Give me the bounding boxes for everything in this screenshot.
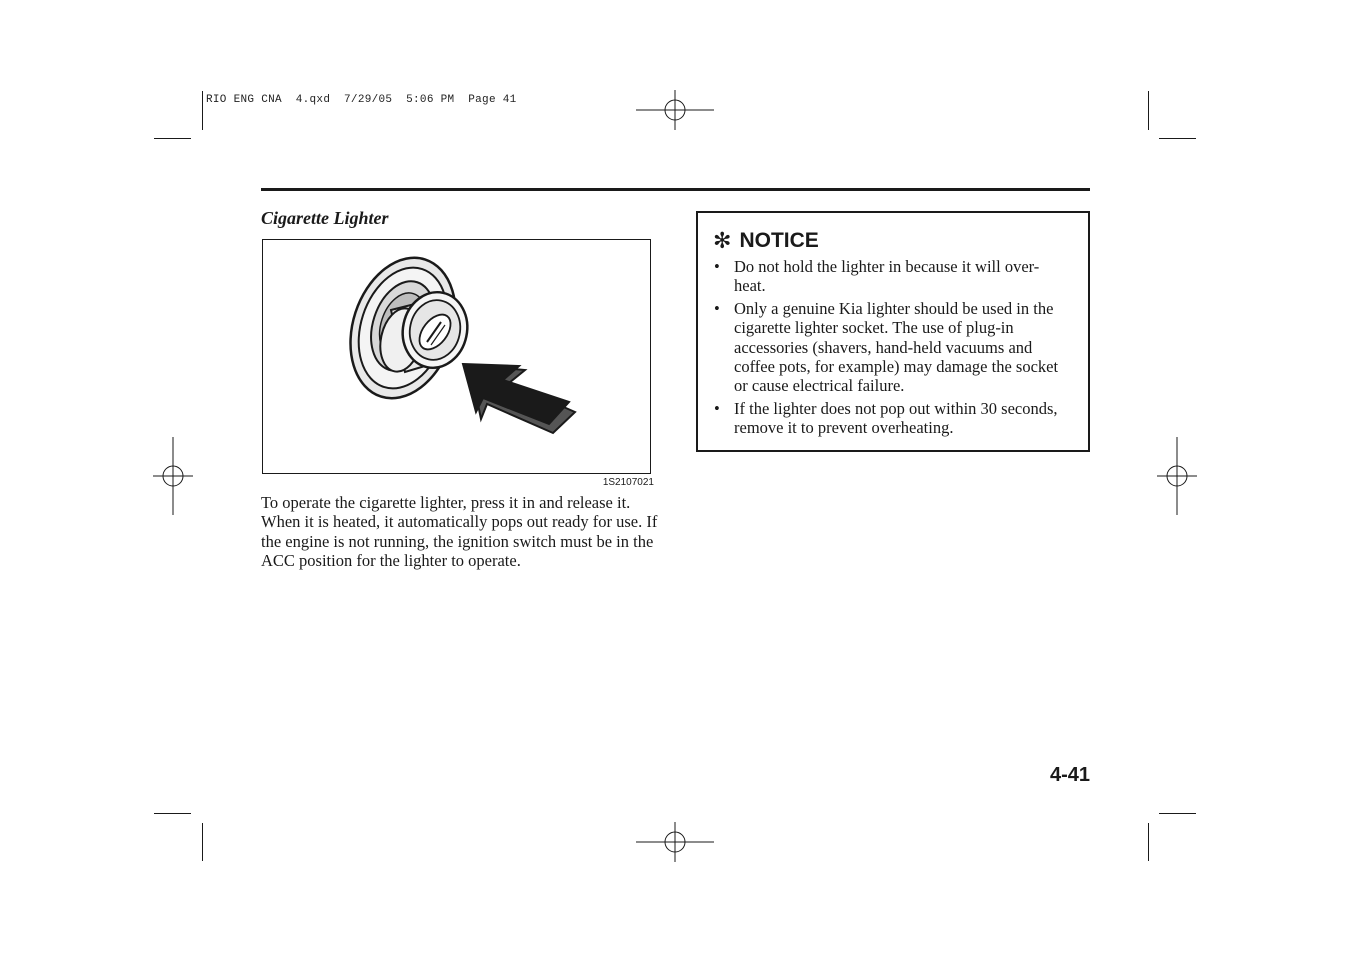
notice-heading (713, 229, 819, 253)
figure-code: 1S2107021 (602, 477, 654, 488)
notice-title: NOTICE (739, 229, 819, 252)
notice-item: • If the lighter does not pop out within 30 seconds, remove it to prevent overheating. (712, 399, 1072, 438)
header-rule (261, 188, 1090, 191)
registration-mark-right (1157, 437, 1197, 515)
asterisk-notice-icon: ✻ (713, 228, 732, 253)
registration-mark-bottom (636, 822, 714, 862)
figure-frame (262, 239, 651, 474)
notice-item: • Do not hold the lighter in because it will over- heat. (712, 257, 1072, 296)
print-slug: RIO ENG CNA 4.qxd 7/29/05 5:06 PM Page 41 (206, 94, 517, 106)
cigarette-lighter-illustration (263, 240, 649, 472)
notice-list (712, 257, 1072, 441)
page-number: 4-41 (1049, 764, 1090, 786)
registration-mark-left (153, 437, 193, 515)
notice-item: • Only a genuine Kia lighter should be used in the cigarette lighter socket. The use of plug-in accessories (shavers, hand-held vacuums and coffee pots, for example) may damage the socket or cause electrical failure. (712, 299, 1072, 396)
registration-mark-top (636, 90, 714, 130)
section-title: Cigarette Lighter (261, 208, 389, 228)
instruction-paragraph: To operate the cigarette lighter, press it in and release it. When it is heated, it automatically pops out ready for use. If the engine is not running, the ignition switch must be in the ACC position for the lighter to operate. (261, 493, 658, 571)
